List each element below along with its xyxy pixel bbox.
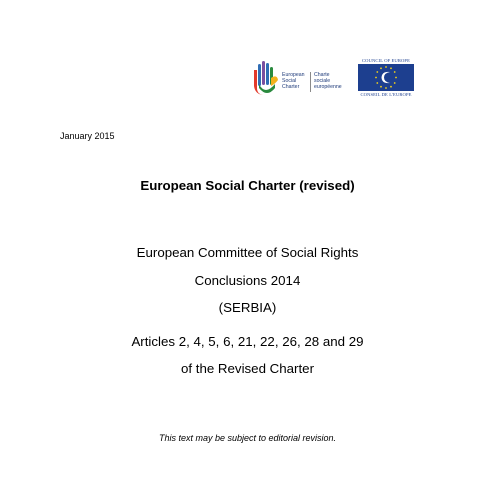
esc-text-french: Charte sociale européenne (314, 72, 342, 91)
charter-reference: of the Revised Charter (180, 361, 315, 376)
document-title: European Social Charter (revised) (140, 178, 355, 193)
conclusions-label: Conclusions 2014 (194, 273, 301, 288)
council-of-europe-emblem-icon (358, 64, 414, 91)
articles-list: Articles 2, 4, 5, 6, 21, 22, 26, 28 and 29 (131, 334, 364, 349)
european-social-charter-logo (251, 58, 351, 98)
council-of-europe-logo (355, 58, 417, 98)
committee-name: European Committee of Social Rights (136, 245, 359, 260)
country-label: (SERBIA) (218, 300, 277, 315)
coe-bottom-text: CONSEIL DE L'EUROPE (360, 92, 412, 97)
hands-logo-icon (251, 58, 279, 96)
coe-emblem-box (358, 64, 414, 91)
esc-text-english: European Social Charter (282, 72, 305, 91)
editorial-note: This text may be subject to editorial revision. (158, 433, 337, 443)
coe-top-text: COUNCIL OF EUROPE (362, 58, 410, 63)
document-date: January 2015 (60, 131, 115, 141)
logo-separator (310, 72, 311, 92)
